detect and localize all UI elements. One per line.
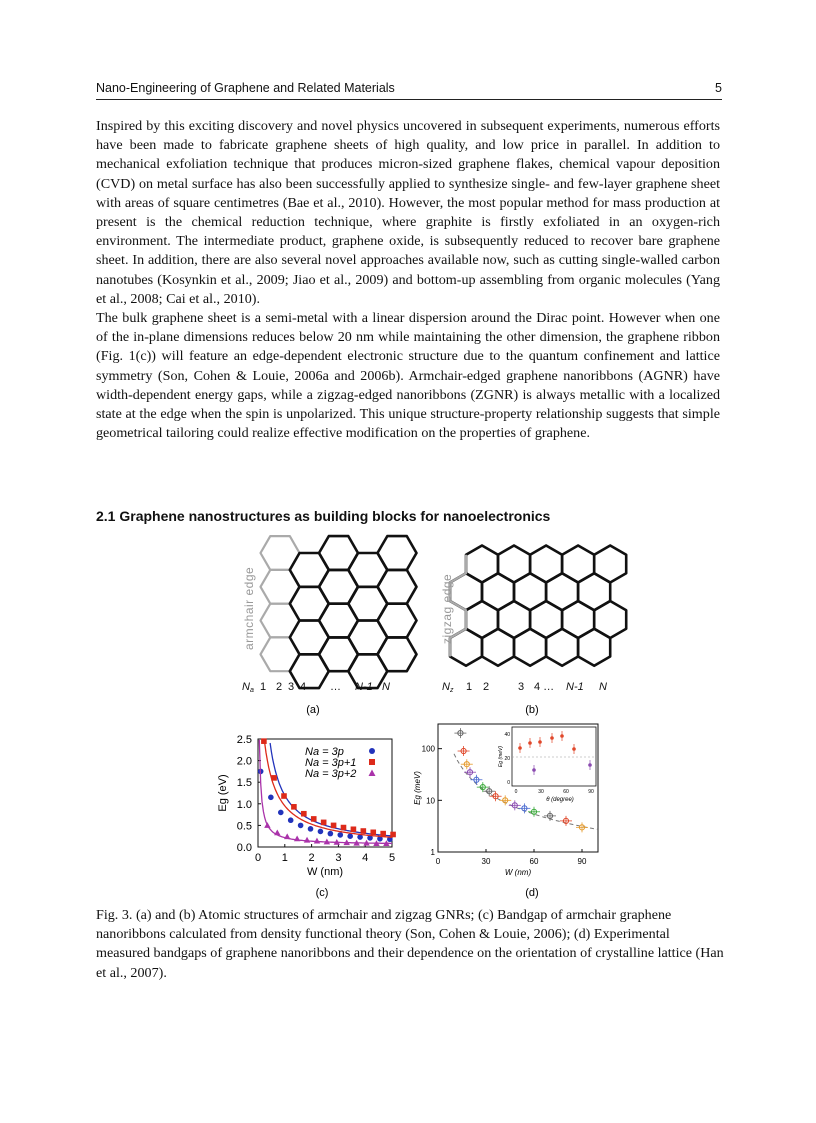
nz-symbol: Nz [442,681,454,694]
y-tick-label: 100 [421,744,435,754]
index-label: N-1 [566,681,584,693]
index-label: N [382,681,390,693]
y-tick-label: 1.5 [236,777,252,790]
y-tick-label: 1 [430,848,435,857]
data-point [298,823,304,829]
data-point [314,838,320,844]
hexagon [378,637,417,671]
inset-tick-label: 0 [507,780,510,786]
data-point [331,823,337,829]
x-tick-label: 90 [577,857,587,866]
hexagon [578,629,610,666]
data-point [321,820,327,826]
inset-point [518,746,522,750]
y-axis-label: Eg (meV) [413,771,422,805]
index-label: 2 [483,681,490,693]
data-point [268,795,274,801]
data-point [261,738,267,744]
data-point [347,833,353,839]
legend-marker [369,759,375,765]
page-number: 5 [715,81,722,95]
inset-point [528,741,532,745]
index-label: 4 [300,681,307,693]
bandgap-chart-c [217,734,396,878]
paragraph: Inspired by this exciting discovery and novel physics uncovered in subsequent experiments, numerous efforts have been made to fabricate graphene sheets of high quality, and low price in parallel. In addition to mechanical exfoliation technique that produces micron-sized graphene flakes, chemical vapour deposition (CVD) on metal surface has also been successfully applied to synthesize single- and few-layer graphene sheet with areas of square centimetres (Bae et al., 2010). However, the most popular method for mass production at present is the chemical reduction technique, where graphite is firstly exfoliated in an oxygen-rich environment. The intermediate product, graphene oxide, is subsequently reduced to recover bare graphene sheet. In addition, there are also several novel approaches available now, such as cutting single-walled carbon nanotubes (Kosynkin et al., 2009; Jiao et al., 2009) and bottom-up assembling from organic molecules (Yang et al., 2008; Cai et al., 2010). [96,118,720,307]
hexagon [514,629,546,666]
inset-tick-label: 90 [588,789,594,795]
paragraph: The bulk graphene sheet is a semi-metal with a linear dispersion around the Dirac point. However when one of the in-plane dimensions reduces below 20 nm while maintaining the other dimension, the graphene ribbon (Fig. 1(c)) will feature an edge-dependent electronic structure due to the quantum confinement and lattice symmetry (Son, Cohen & Louie, 2006a and 2006b). Armchair-edged graphene nanoribbons (AGNR) have width-dependent energy gaps, while a zigzag-edged nanoribbons (ZGNR) is always metallic with a localized state at the edge when the spin is unpolarized. This unique structure-property relationship suggests that simple geometrical tailoring could realize effective modification on the properties of graphene. [96,310,720,442]
data-point [288,817,294,823]
index-label: N [599,681,607,693]
data-point [308,826,314,832]
inset-point [532,768,536,772]
index-label: … [330,681,341,693]
data-point [311,816,317,822]
y-tick-label: 0.5 [236,820,252,833]
legend-label: Na = 3p+1 [305,757,357,769]
x-tick-label: 60 [529,857,539,866]
y-tick-label: 2.5 [236,734,252,746]
hexagon [378,604,417,638]
index-label: 3 [288,681,295,693]
data-point [361,828,367,834]
inset-y-label: Eg (meV) [498,745,504,768]
armchair-lattice [261,536,417,688]
panel-d-label: (d) [525,887,539,899]
inset-tick-label: 40 [504,732,510,738]
header-title: Nano-Engineering of Graphene and Related Materials [96,81,395,95]
index-label: 1 [260,681,267,693]
y-tick-label: 1.0 [236,798,252,811]
data-point [278,810,284,816]
inset-point [550,736,554,740]
zigzag-lattice [450,546,626,666]
inset-point [560,734,564,738]
zigzag-index-row [442,681,607,694]
inset-tick-label: 0 [514,789,518,795]
section-heading: 2.1 Graphene nanostructures as building blocks for nanoelectronics [96,508,551,524]
index-label: 1 [466,681,473,693]
x-axis-label: W (nm) [504,868,532,877]
inset-tick-label: 60 [563,789,569,795]
x-tick-label: 5 [388,852,396,864]
data-point [380,831,386,837]
data-point [301,811,307,817]
na-symbol: Na [242,681,254,694]
armchair-edge-label: armchair edge [242,566,256,650]
y-tick-label: 10 [426,796,435,806]
inset-point [572,747,576,751]
data-point [271,775,277,781]
x-tick-label: 3 [335,852,342,864]
data-point [390,832,396,838]
data-point [351,826,357,832]
panel-b-label: (b) [525,704,539,716]
legend-label: Na = 3p+2 [305,768,357,780]
index-label: 4 … [534,681,555,693]
y-tick-label: 2.0 [236,755,252,768]
inset-tick-label: 20 [504,756,510,762]
data-point [337,832,343,838]
data-point [274,829,280,835]
panel-a-label: (a) [306,704,320,716]
hexagon [378,536,417,570]
inset-point [588,763,592,767]
data-point [328,831,334,837]
data-point [370,830,376,836]
x-tick-label: 0 [435,857,441,866]
data-point [264,822,270,828]
legend-marker [369,748,375,754]
index-label: 3 [518,681,525,693]
index-label: N-1 [355,681,373,693]
inset-frame [512,727,596,786]
hexagon [546,629,578,666]
data-point [304,837,310,843]
zigzag-edge-label: zigzag edge [440,573,454,644]
figure-caption: Fig. 3. (a) and (b) Atomic structures of armchair and zigzag GNRs; (c) Bandgap of armchair graphene nanoribbons calculated from density functional theory (Son, Cohen & Louie, 2006); (d) Experimental measured bandgaps of graphene nanoribbons and their dependence on the orientation of crystalline lattice (Han et al., 2007). [96,907,724,981]
inset-x-label: θ (degree) [546,797,574,803]
data-point [341,825,347,831]
hexagon [378,570,417,604]
data-point [284,833,290,839]
hexagon [482,629,514,666]
x-tick-label: 4 [362,852,369,864]
panel-c-label: (c) [315,887,329,899]
x-tick-label: 2 [308,852,315,864]
inset-point [538,740,542,744]
data-point [291,804,297,810]
data-point [281,793,287,799]
inset-tick-label: 30 [538,789,544,795]
x-axis-label: W (nm) [306,866,344,878]
data-point [318,829,324,835]
bandgap-chart-d [413,724,598,877]
y-tick-label: 0.0 [236,842,252,854]
data-point [294,835,300,841]
index-label: 2 [276,681,283,693]
legend-label: Na = 3p [305,746,344,758]
x-tick-label: 0 [254,852,262,864]
y-axis-label: Eg (eV) [217,774,229,812]
x-tick-label: 30 [481,857,491,866]
legend-marker [369,770,376,777]
x-tick-label: 1 [281,852,288,864]
